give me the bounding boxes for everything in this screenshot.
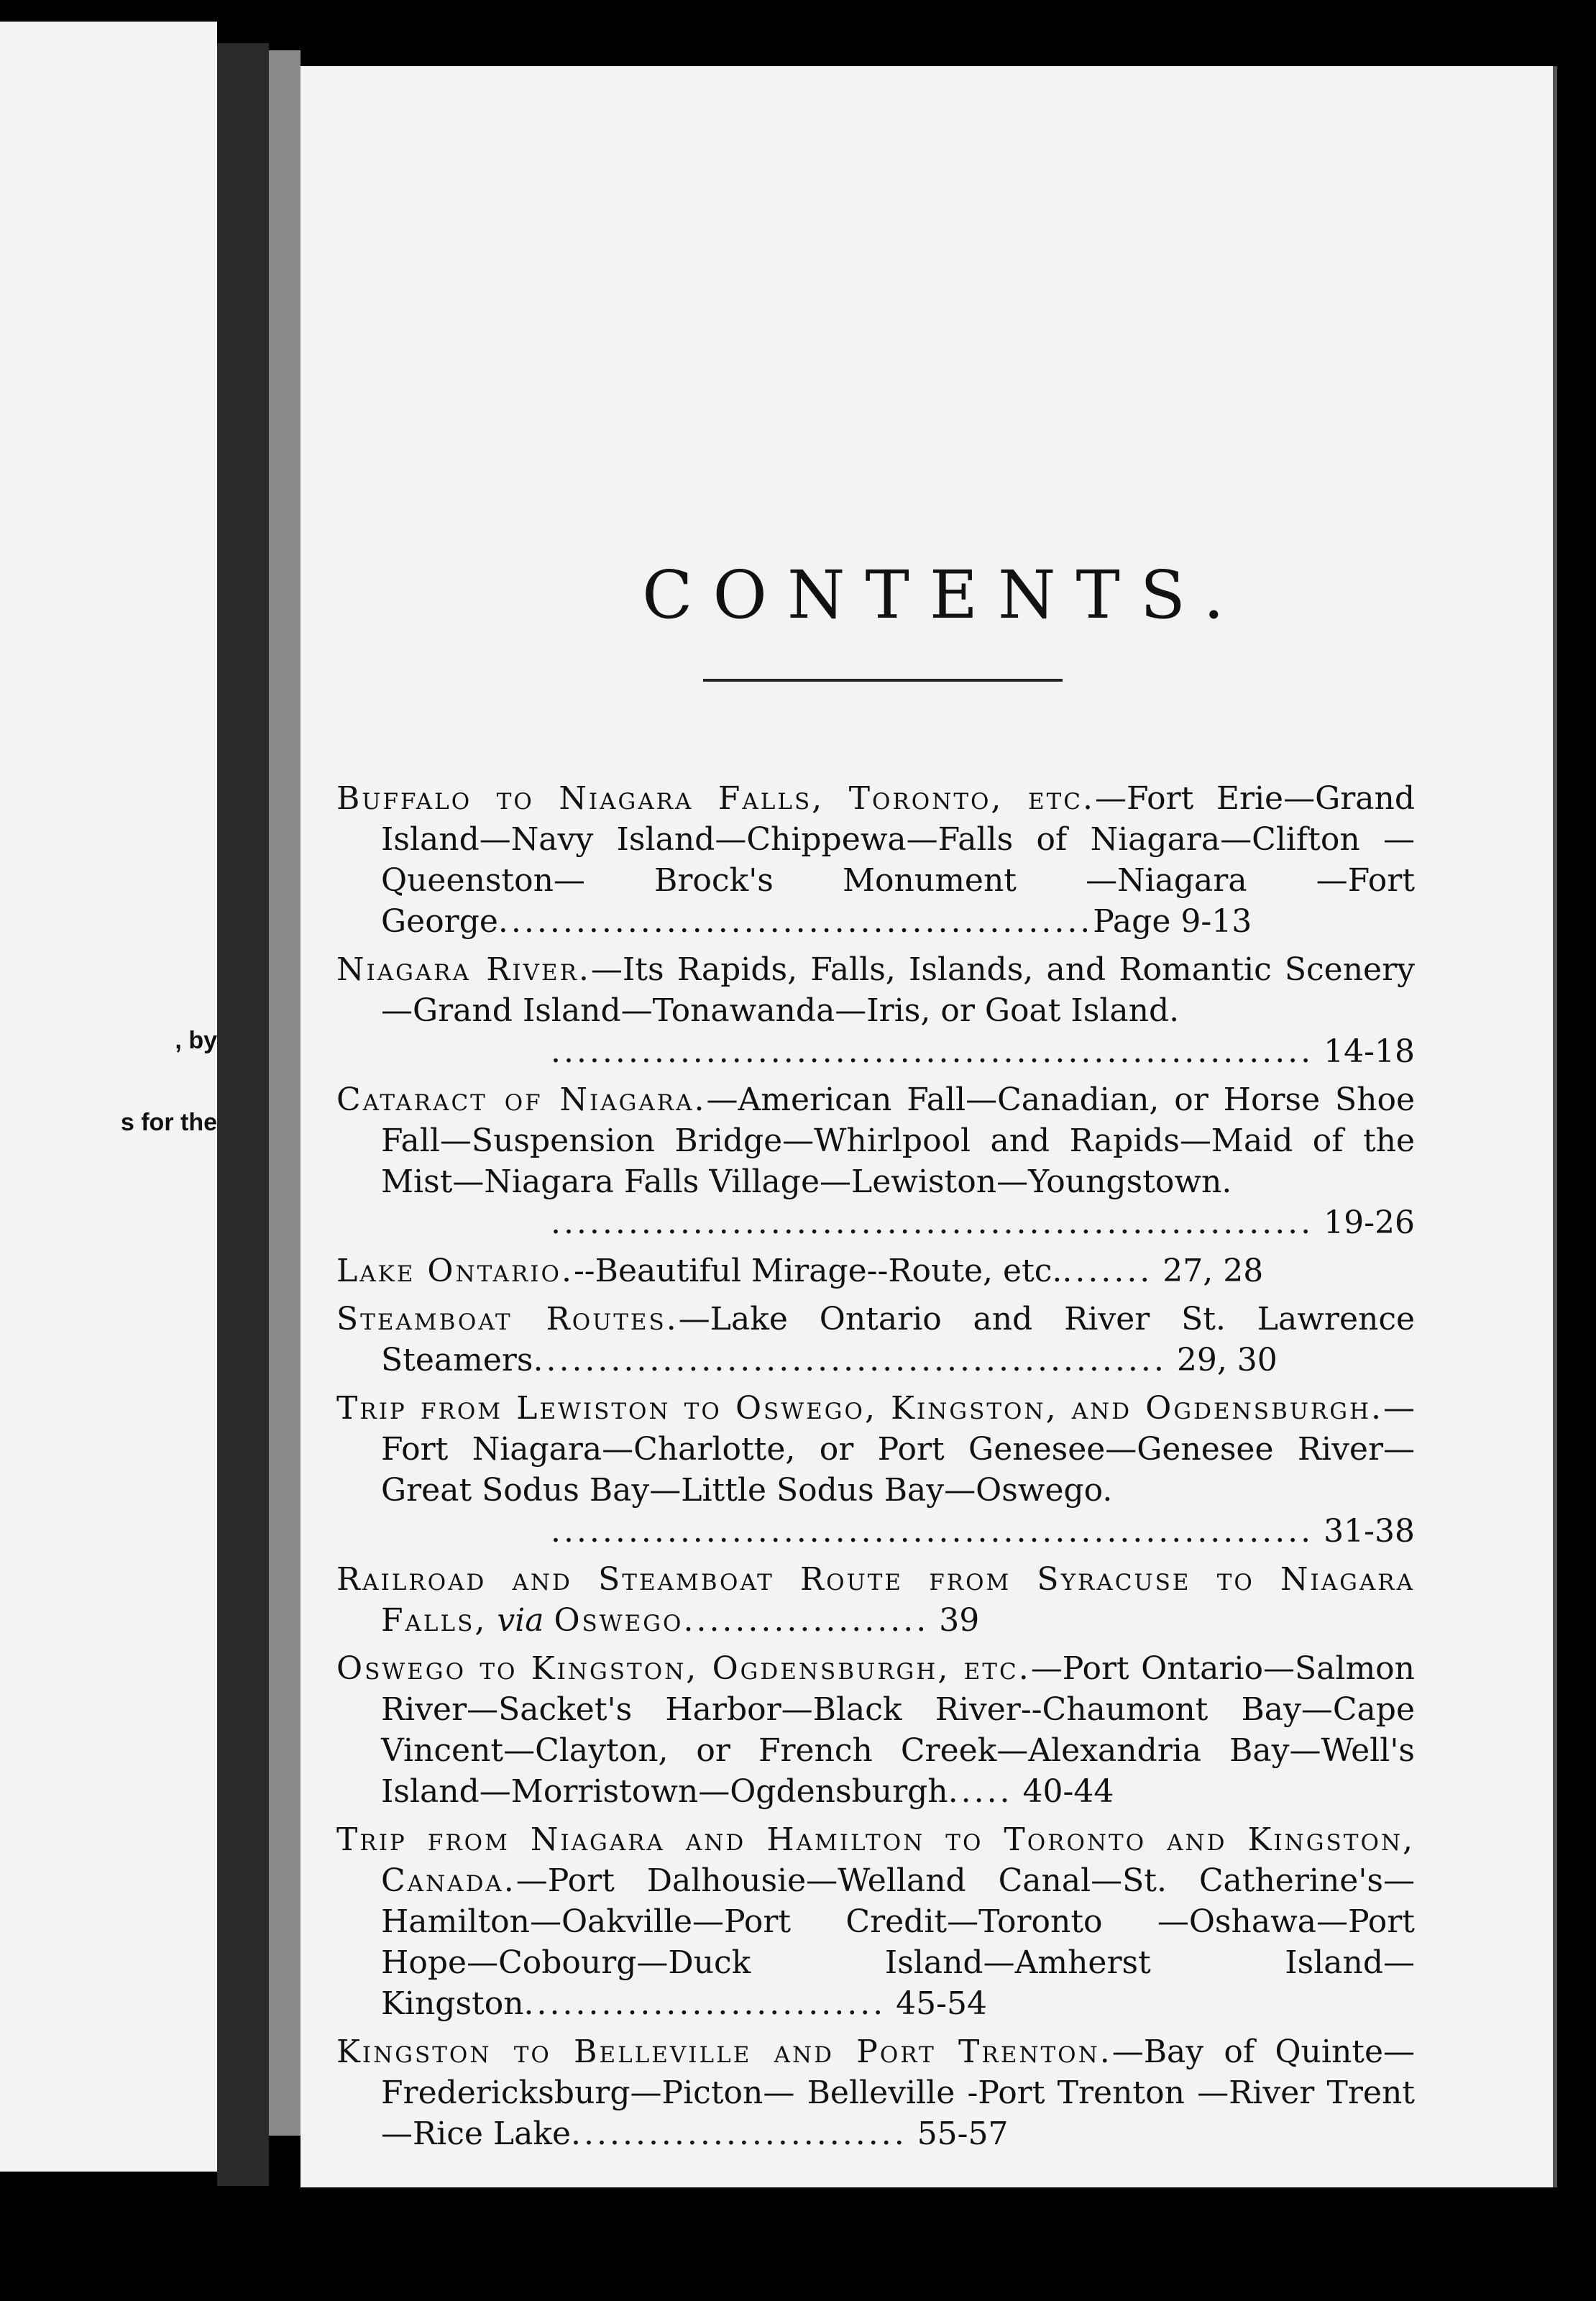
toc-entry bbox=[336, 778, 1415, 942]
entry-heading: Buffalo to Niagara Falls, Toronto, etc. bbox=[336, 780, 1095, 817]
previous-page-fragment: , by bbox=[175, 1027, 217, 1054]
entry-topics: —Lake Ontario and River St. Lawrence Steamers bbox=[381, 1301, 1416, 1378]
entry-topics: —American Fall—Canadian, or Horse Shoe Fall—Suspension Bridge—Whirlpool and Rapids—Maid of the Mist—Niagara Falls Village—Lewiston—Youngstown. bbox=[381, 1081, 1416, 1200]
entry-topics: —Fort Erie—Grand Island—Navy Island—Chippewa—Falls of Niagara—Clifton —Queenston— Brock's Monument —Niagara —Fort George bbox=[381, 780, 1416, 940]
entry-heading: Niagara River. bbox=[336, 951, 591, 988]
page-range: 55-57 bbox=[917, 2115, 1009, 2152]
leader-dots: ................... bbox=[683, 1602, 930, 1639]
toc-entry bbox=[336, 2031, 1415, 2154]
page-range: 14-18 bbox=[1324, 1033, 1415, 1070]
entry-heading: Lake Ontario. bbox=[336, 1253, 574, 1289]
previous-page-fragment: s for the bbox=[120, 1109, 217, 1136]
leader-dots: ................................................. bbox=[533, 1342, 1167, 1378]
toc-entry bbox=[336, 1648, 1415, 1812]
page-range: 19-26 bbox=[1324, 1204, 1415, 1241]
leader-dots: .......................... bbox=[571, 2115, 907, 2152]
entry-heading: Steamboat Routes. bbox=[336, 1301, 679, 1337]
book-spine bbox=[217, 43, 269, 2186]
title-rule bbox=[703, 679, 1063, 682]
page-range: 39 bbox=[939, 1602, 980, 1639]
page-title: CONTENTS. bbox=[642, 557, 1244, 633]
entry-topics: --Beautiful Mirage--Route, etc. bbox=[573, 1253, 1063, 1289]
entry-heading: Trip from Niagara and Hamilton to Toronto and Kingston, Canada. bbox=[336, 1821, 1415, 1899]
page-range: 27, 28 bbox=[1162, 1253, 1264, 1289]
leader-dots: ..... bbox=[948, 1773, 1013, 1810]
table-of-contents bbox=[336, 778, 1415, 2162]
entry-heading: Kingston to Belleville and Port Trenton. bbox=[336, 2034, 1112, 2070]
leader-dots: ........................................................... bbox=[550, 1204, 1314, 1241]
book-page bbox=[301, 66, 1557, 2187]
leader-dots: ............................ bbox=[523, 1985, 886, 2022]
leader-dots: ........................................................... bbox=[550, 1033, 1314, 1070]
page-range: 40-44 bbox=[1022, 1773, 1114, 1810]
leader-dots: .............................................. bbox=[497, 903, 1093, 940]
entry-topics: —Its Rapids, Falls, Islands, and Romantic Scenery—Grand Island—Tonawanda—Iris, or Goat Island. bbox=[381, 951, 1415, 1029]
entry-italic: via bbox=[497, 1602, 544, 1639]
entry-topics: —Bay of Quinte—Fredericksburg—Picton— Belleville -Port Trenton —River Trent—Rice Lake bbox=[381, 2034, 1415, 2152]
toc-entry bbox=[336, 1559, 1415, 1641]
entry-topics: —Port Ontario—Salmon River—Sacket's Harbor—Black River--Chaumont Bay—Cape Vincent—Clayton, or French Creek—Alexandria Bay—Well's Island—Morristown—Ogdensburgh bbox=[381, 1650, 1415, 1810]
entry-topics: Oswego bbox=[554, 1602, 684, 1639]
page-range: 31-38 bbox=[1324, 1513, 1415, 1550]
toc-entry bbox=[336, 1388, 1415, 1552]
page-edge bbox=[269, 50, 301, 2136]
leader-dots: ........................................................... bbox=[550, 1513, 1314, 1550]
toc-entry bbox=[336, 949, 1415, 1072]
toc-entry bbox=[336, 1079, 1415, 1243]
page-range: 29, 30 bbox=[1176, 1342, 1278, 1378]
page-range: Page 9-13 bbox=[1093, 903, 1252, 940]
entry-topics: —Fort Niagara—Charlotte, or Port Genesee—Genesee River—Great Sodus Bay—Little Sodus Bay—Oswego. bbox=[381, 1390, 1415, 1509]
leader-dots: ....... bbox=[1062, 1253, 1153, 1289]
entry-heading: Oswego to Kingston, Ogdensburgh, etc. bbox=[336, 1650, 1031, 1687]
entry-heading: Trip from Lewiston to Oswego, Kingston, and Ogdensburgh. bbox=[336, 1390, 1383, 1427]
page-range: 45-54 bbox=[896, 1985, 988, 2022]
entry-heading: Railroad and Steamboat Route from Syracuse to Niagara Falls, bbox=[336, 1561, 1415, 1639]
toc-entry bbox=[336, 1819, 1415, 2024]
toc-entry bbox=[336, 1250, 1415, 1291]
entry-heading: Cataract of Niagara. bbox=[336, 1081, 707, 1118]
entry-topics: —Port Dalhousie—Welland Canal—St. Catherine's—Hamilton—Oakville—Port Credit—Toronto —Oshawa—Port Hope—Cobourg—Duck Island—Amherst Island—Kingston bbox=[381, 1862, 1415, 2022]
toc-entry bbox=[336, 1299, 1415, 1381]
previous-page bbox=[0, 22, 217, 2172]
